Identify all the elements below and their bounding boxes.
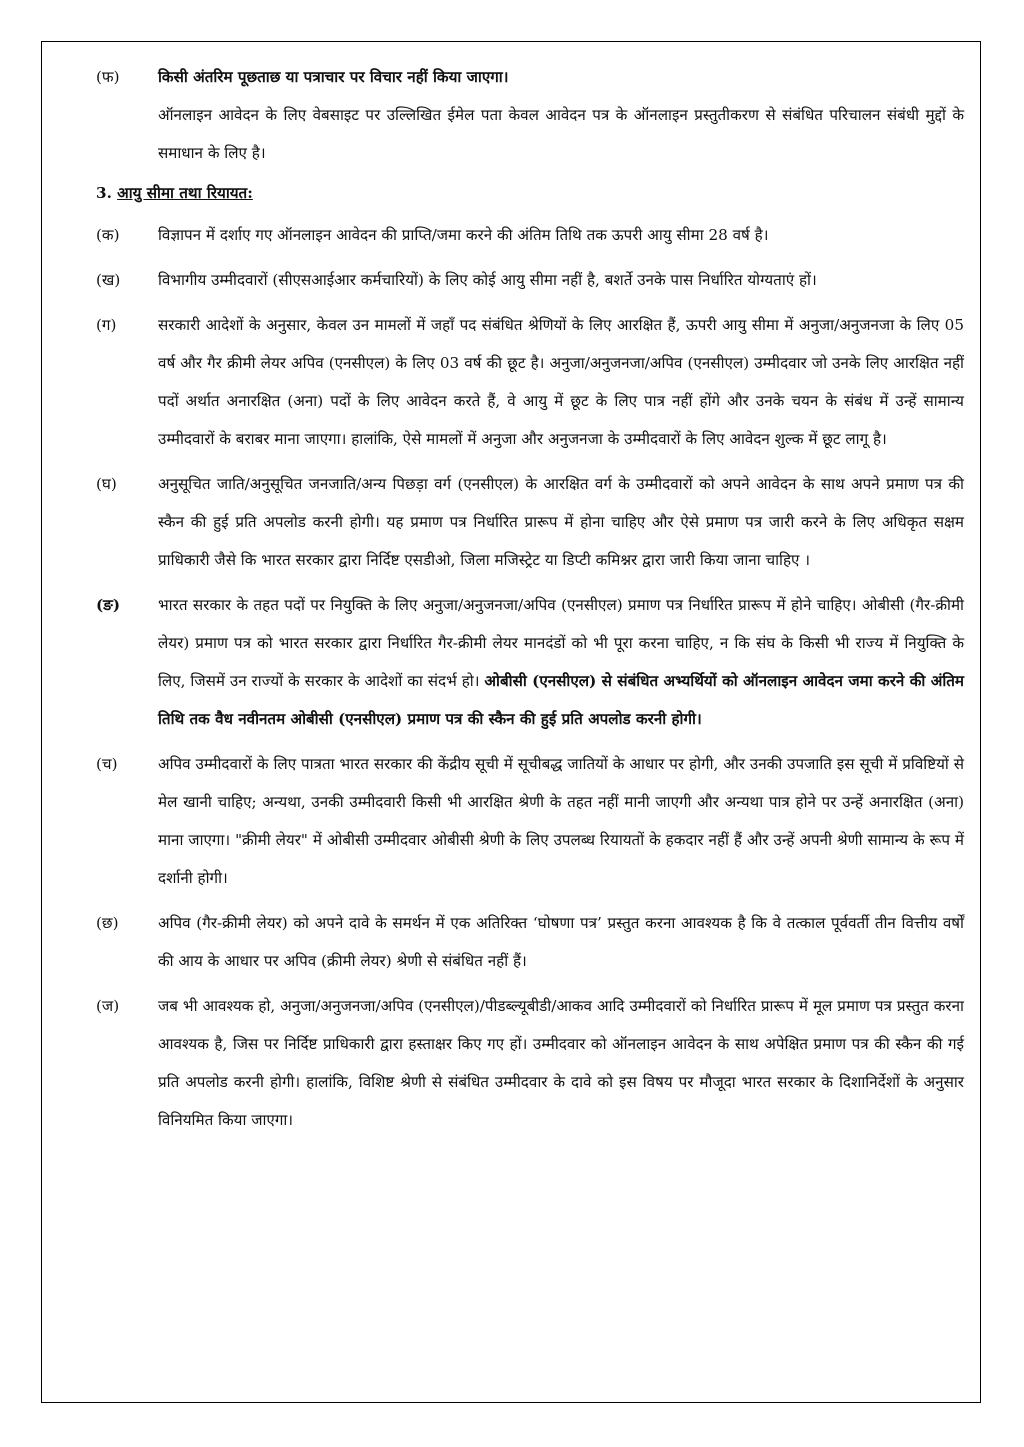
clause-marker: (क) — [96, 226, 120, 244]
clause-text: ऑनलाइन आवेदन के लिए वेबसाइट पर उल्लिखित ईमेल पता केवल आवेदन पत्र के ऑनलाइन प्रस्तुतीकरण से संबंधित परिचालन संबंधी मुद्दों के समाधान के लिए है। — [158, 106, 964, 162]
clause-chha — [96, 904, 964, 980]
clause-cha — [96, 745, 964, 897]
clause-text: अपिव उम्मीदवारों के लिए पात्रता भारत सरकार की केंद्रीय सूची में सूचीबद्ध जातियों के आधार पर होगी, और उनकी उपजाति इस सूची में प्रविष्टियों से मेल खानी चाहिए; अन्यथा, उनकी उम्मीदवारी किसी भी आरक्षित श्रेणी के तहत नहीं मानी जाएगी और अन्यथा पात्र होने पर उन्हें अनारक्षित (अना) माना जाएगा। "क्रीमी लेयर" में ओबीसी उम्मीदवार ओबीसी श्रेणी के लिए उपलब्ध रियायतों के हकदार नहीं हैं और उन्हें अपनी श्रेणी सामान्य के रूप में दर्शानी होगी। — [158, 755, 964, 887]
clause-text: सरकारी आदेशों के अनुसार, केवल उन मामलों में जहाँ पद संबंधित श्रेणियों के लिए आरक्षित हैं, ऊपरी आयु सीमा में अनुजा/अनुजनजा के लिए 05 वर्ष और गैर क्रीमी लेयर अपिव (एनसीएल) के लिए 03 वर्ष की छूट है। अनुजा/अनुजनजा/अपिव (एनसीएल) उम्मीदवार जो उनके लिए आरक्षित नहीं पदों अर्थात अनारक्षित (अना) पदों के लिए आवेदन करते हैं, वे आयु में छूट के लिए पात्र नहीं होंगे और उनके चयन के संबंध में उन्हें सामान्य उम्मीदवारों के बराबर माना जाएगा। हालांकि, ऐसे मामलों में अनुजा और अनुजनजा के उम्मीदवारों के लिए आवेदन शुल्क में छूट लागू है। — [158, 316, 964, 448]
clause-kha — [96, 261, 964, 299]
clause-bold-line: किसी अंतरिम पूछताछ या पत्राचार पर विचार नहीं किया जाएगा। — [158, 68, 509, 86]
clause-ja — [96, 987, 964, 1139]
clause-marker: (ज) — [96, 997, 120, 1015]
clause-marker: (छ) — [96, 914, 119, 932]
section-title: आयु सीमा तथा रियायत: — [117, 184, 253, 202]
clause-marker: (फ) — [96, 68, 120, 86]
clause-text: अनुसूचित जाति/अनुसूचित जनजाति/अन्य पिछड़ा वर्ग (एनसीएल) के आरक्षित वर्ग के उम्मीदवारों को अपने आवेदन के साथ अपने प्रमाण पत्र की स्कैन की हुई प्रति अपलोड करनी होगी। यह प्रमाण पत्र निर्धारित प्रारूप में होना चाहिए और ऐसे प्रमाण पत्र जारी करने के लिए अधिकृत सक्षम प्राधिकारी जैसे कि भारत सरकार द्वारा निर्दिष्ट एसडीओ, जिला मजिस्ट्रेट या डिप्टी कमिश्नर द्वारा जारी किया जाना चाहिए । — [158, 475, 964, 569]
clause-text: विभागीय उम्मीदवारों (सीएसआईआर कर्मचारियों) के लिए कोई आयु सीमा नहीं है, बशर्ते उनके पास निर्धारित योग्यताएं हों। — [158, 271, 817, 289]
clause-body — [158, 586, 964, 738]
clause-text: भारत सरकार के तहत पदों पर नियुक्ति के लिए अनुजा/अनुजनजा/अपिव (एनसीएल) प्रमाण पत्र निर्धारित प्रारूप में होने चाहिए। ओबीसी (गैर-क्रीमी लेयर) प्रमाण पत्र को भारत सरकार द्वारा निर्धारित गैर-क्रीमी लेयर मानदंडों को भी पूरा करना चाहिए, न कि संघ के किसी भी राज्य में नियुक्ति के लिए, जिसमें उन राज्यों के सरकार के आदेशों का संदर्भ हो। — [158, 596, 964, 690]
clause-text: जब भी आवश्यक हो, अनुजा/अनुजनजा/अपिव (एनसीएल)/पीडब्ल्यूबीडी/आकव आदि उम्मीदवारों को निर्धारित प्रारूप में मूल प्रमाण पत्र प्रस्तुत करना आवश्यक है, जिस पर निर्दिष्ट प्राधिकारी द्वारा हस्ताक्षर किए गए हों। उम्मीदवार को ऑनलाइन आवेदन के साथ अपेक्षित प्रमाण पत्र की स्कैन की गई प्रति अपलोड करनी होगी। हालांकि, विशिष्ट श्रेणी से संबंधित उम्मीदवार के दावे को इस विषय पर मौजूदा भारत सरकार के दिशानिर्देशों के अनुसार विनियमित किया जाएगा। — [158, 997, 964, 1129]
document-body — [96, 58, 964, 1139]
clause-marker: (ग) — [96, 316, 117, 334]
clause-nga — [96, 586, 964, 738]
section-number: 3. — [96, 184, 112, 202]
clause-marker: (च) — [96, 755, 118, 773]
clause-text: अपिव (गैर-क्रीमी लेयर) को अपने दावे के समर्थन में एक अतिरिक्त ‘घोषणा पत्र’ प्रस्तुत करना आवश्यक है कि वे तत्काल पूर्ववर्ती तीन वित्तीय वर्षों की आय के आधार पर अपिव (क्रीमी लेयर) श्रेणी से संबंधित नहीं हैं। — [158, 914, 964, 970]
clause-pha — [96, 58, 964, 172]
clause-bold-text: ओबीसी (एनसीएल) से संबंधित अभ्यर्थियों को ऑनलाइन आवेदन जमा करने की अंतिम तिथि तक वैध नवीनतम ओबीसी (एनसीएल) प्रमाण पत्र की स्कैन की हुई प्रति अपलोड करनी होगी। — [158, 672, 965, 728]
clause-marker: (ङ) — [96, 596, 121, 614]
section-heading — [96, 174, 964, 212]
clause-text: विज्ञापन में दर्शाए गए ऑनलाइन आवेदन की प्राप्ति/जमा करने की अंतिम तिथि तक ऊपरी आयु सीमा 28 वर्ष है। — [158, 226, 769, 244]
clause-ga — [96, 306, 964, 458]
clause-gha — [96, 465, 964, 579]
clause-body — [158, 58, 964, 172]
clause-marker: (ख) — [96, 271, 121, 289]
clause-ka — [96, 216, 964, 254]
clause-marker: (घ) — [96, 475, 117, 493]
